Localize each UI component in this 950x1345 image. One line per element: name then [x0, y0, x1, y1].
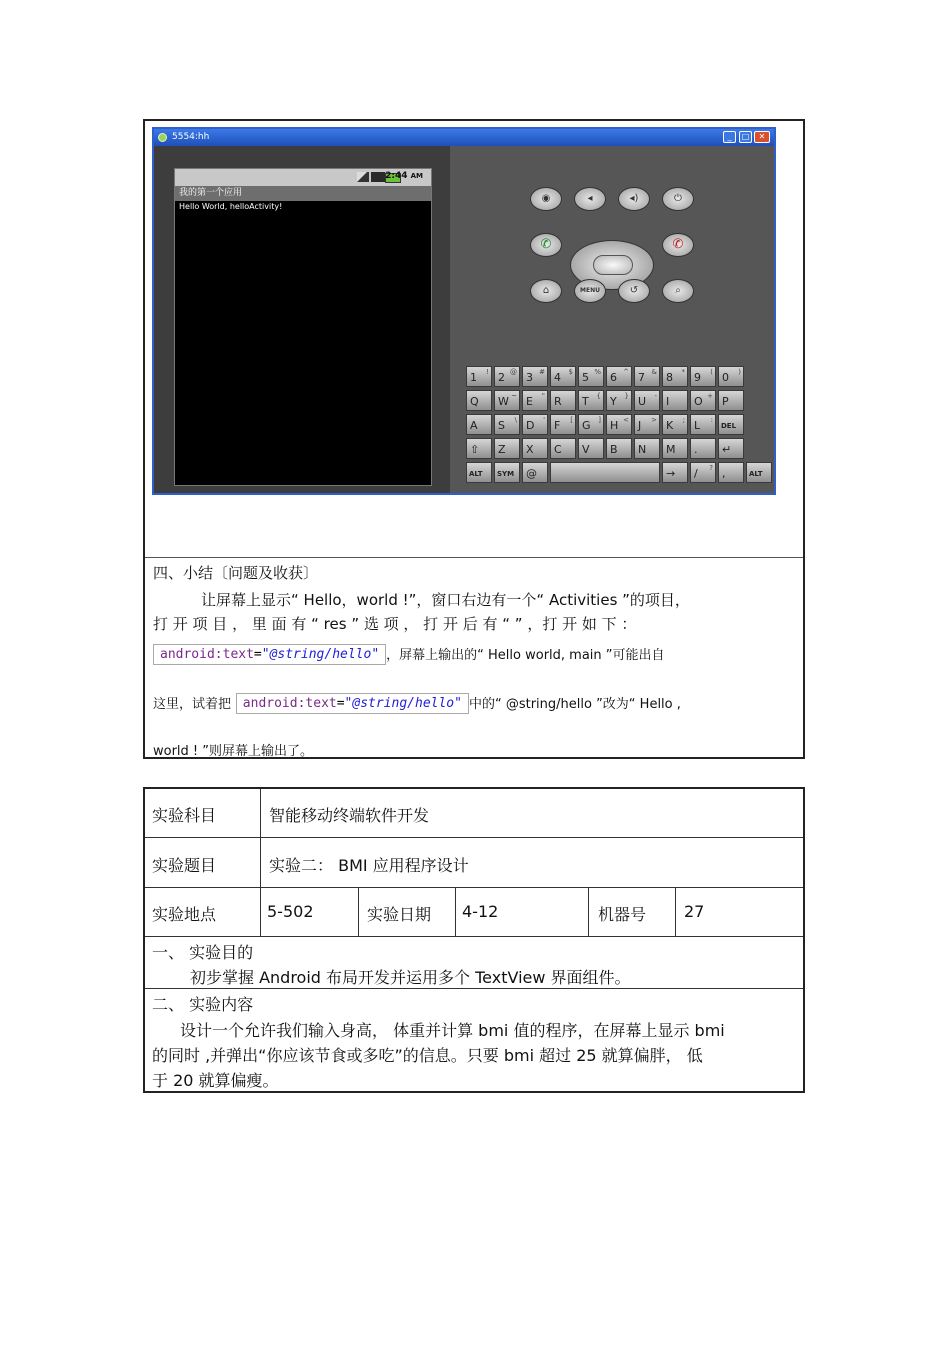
summary-heading: 四、小结〔问题及收获〕 [153, 564, 319, 582]
summary-line-4-prefix: 这里，试着把 [153, 697, 232, 712]
keyboard-key[interactable]: Y } [606, 390, 632, 411]
search-icon[interactable]: ⌕ [662, 279, 694, 303]
maximize-icon[interactable]: □ [739, 131, 752, 143]
keyboard-key[interactable]: G ] [578, 414, 604, 435]
keyboard-key[interactable]: I [662, 390, 688, 411]
purpose-text: 初步掌握 Android 布局开发并运用多个 TextView 界面组件。 [190, 968, 631, 987]
topic-value: 实验二： BMI 应用程序设计 [269, 856, 469, 875]
keyboard-key[interactable]: ⇧ [466, 438, 492, 459]
summary-line-1: 让屏幕上显示“ Hello，world !”，窗口右边有一个“ Activities ”的项目， [201, 591, 690, 609]
content-line-3: 于 20 就算偏瘦。 [152, 1071, 279, 1090]
keyboard-key[interactable]: Q [466, 390, 492, 411]
machine-label: 机器号 [598, 905, 647, 924]
keyboard-key[interactable]: D ' [522, 414, 548, 435]
keyboard-key[interactable]: U - [634, 390, 660, 411]
emulator-window-title: 5554:hh [172, 132, 210, 142]
keyboard-key[interactable]: P [718, 390, 744, 411]
camera-icon[interactable]: ◉ [530, 187, 562, 211]
qwerty-keyboard [466, 366, 763, 484]
call-icon[interactable]: ✆ [530, 233, 562, 257]
keyboard-key[interactable]: , [718, 462, 744, 483]
emulator-controls-panel [450, 146, 774, 493]
minimize-icon[interactable]: _ [723, 131, 736, 143]
signal-icon [371, 172, 385, 182]
summary-line-5: world ! ”则屏幕上输出了。 [153, 744, 314, 759]
emulator-titlebar [154, 129, 774, 146]
close-icon[interactable]: ✕ [754, 131, 770, 143]
home-icon[interactable]: ⌂ [530, 279, 562, 303]
keyboard-key[interactable]: T { [578, 390, 604, 411]
content-line-1: 设计一个允许我们输入身高， 体重并计算 bmi 值的程序，在屏幕上显示 bmi [180, 1021, 725, 1040]
end-call-icon[interactable]: ✆ [662, 233, 694, 257]
summary-cell [145, 558, 803, 757]
purpose-heading: 一、 实验目的 [152, 943, 254, 962]
keyboard-key[interactable]: M [662, 438, 688, 459]
experiment-info-table [143, 787, 805, 1093]
keyboard-key[interactable]: ALT [746, 462, 772, 483]
keyboard-key[interactable]: C [550, 438, 576, 459]
keyboard-key[interactable]: Z [494, 438, 520, 459]
keyboard-key[interactable]: 1 ! [466, 366, 492, 387]
keyboard-key[interactable]: 0 ) [718, 366, 744, 387]
keyboard-key[interactable]: @ [522, 462, 548, 483]
summary-line-2: 打 开 项 目 ， 里 面 有 “ res ” 选 项 ， 打 开 后 有 “ ” ，打 开 如 下 ： [153, 615, 637, 633]
keyboard-key[interactable]: / ? [690, 462, 716, 483]
keyboard-key[interactable]: 4 $ [550, 366, 576, 387]
app-title: 我的第一个应用 [175, 186, 431, 201]
phone-screen[interactable] [174, 168, 432, 486]
screenshot-cell [145, 121, 803, 558]
keyboard-key[interactable]: N [634, 438, 660, 459]
emulator-screen-panel [154, 146, 450, 493]
keyboard-key[interactable]: E " [522, 390, 548, 411]
keyboard-key[interactable]: K ; [662, 414, 688, 435]
keyboard-key[interactable]: S \ [494, 414, 520, 435]
keyboard-key[interactable]: B [606, 438, 632, 459]
keyboard-key[interactable]: DEL [718, 414, 744, 435]
volume-down-icon[interactable]: ◂ [574, 187, 606, 211]
keyboard-key[interactable]: ↵ [718, 438, 744, 459]
back-icon[interactable]: ↺ [618, 279, 650, 303]
hello-text: Hello World, helloActivity! [179, 202, 283, 211]
dpad-center-button[interactable] [593, 255, 633, 275]
keyboard-key[interactable]: → [662, 462, 688, 483]
keyboard-key[interactable]: W ~ [494, 390, 520, 411]
keyboard-key[interactable]: . [690, 438, 716, 459]
location-value: 5-502 [267, 902, 314, 921]
subject-label: 实验科目 [152, 806, 217, 825]
keyboard-key[interactable]: J > [634, 414, 660, 435]
network-icon [357, 172, 369, 182]
keyboard-key[interactable]: F [ [550, 414, 576, 435]
keyboard-key[interactable]: V [578, 438, 604, 459]
keyboard-key[interactable] [550, 462, 660, 483]
content-heading: 二、 实验内容 [152, 995, 254, 1014]
keyboard-key[interactable]: A [466, 414, 492, 435]
status-time: 2:44 AM [385, 171, 423, 181]
date-label: 实验日期 [367, 905, 432, 924]
keyboard-key[interactable]: X [522, 438, 548, 459]
keyboard-key[interactable]: L : [690, 414, 716, 435]
keyboard-key[interactable]: ALT [466, 462, 492, 483]
report-table-summary [143, 119, 805, 759]
keyboard-key[interactable]: 2 @ [494, 366, 520, 387]
machine-value: 27 [684, 902, 705, 921]
volume-up-icon[interactable]: ◂) [618, 187, 650, 211]
keyboard-key[interactable]: 6 ^ [606, 366, 632, 387]
keyboard-key[interactable]: 7 & [634, 366, 660, 387]
topic-label: 实验题目 [152, 856, 217, 875]
power-icon[interactable]: ⏻ [662, 187, 694, 211]
summary-line-3-text: ，屏幕上输出的“ Hello world, main ”可能出自 [386, 648, 665, 663]
keyboard-key[interactable]: SYM [494, 462, 520, 483]
emulator-app-icon [158, 133, 167, 142]
keyboard-key[interactable]: H < [606, 414, 632, 435]
emulator-window [152, 127, 776, 495]
keyboard-key[interactable]: 9 ( [690, 366, 716, 387]
status-bar [175, 169, 431, 186]
keyboard-key[interactable]: 3 # [522, 366, 548, 387]
menu-button[interactable]: MENU [574, 279, 606, 303]
date-value: 4-12 [462, 902, 499, 921]
keyboard-key[interactable]: 5 % [578, 366, 604, 387]
summary-line-3 [153, 644, 665, 665]
keyboard-key[interactable]: O + [690, 390, 716, 411]
summary-line-4-text: 中的“ @string/hello ”改为“ Hello , [468, 697, 681, 712]
keyboard-key[interactable]: 8 * [662, 366, 688, 387]
content-line-2: 的同时 ,并弹出“你应该节食或多吃”的信息。只要 bmi 超过 25 就算偏胖， 低 [152, 1046, 703, 1065]
subject-value: 智能移动终端软件开发 [269, 806, 430, 825]
summary-line-4 [153, 693, 681, 714]
keyboard-key[interactable]: R [550, 390, 576, 411]
location-label: 实验地点 [152, 905, 217, 924]
code-snippet-image: android:text="@string/hello" [153, 644, 386, 665]
code-snippet-image-2: android:text="@string/hello" [236, 693, 469, 714]
